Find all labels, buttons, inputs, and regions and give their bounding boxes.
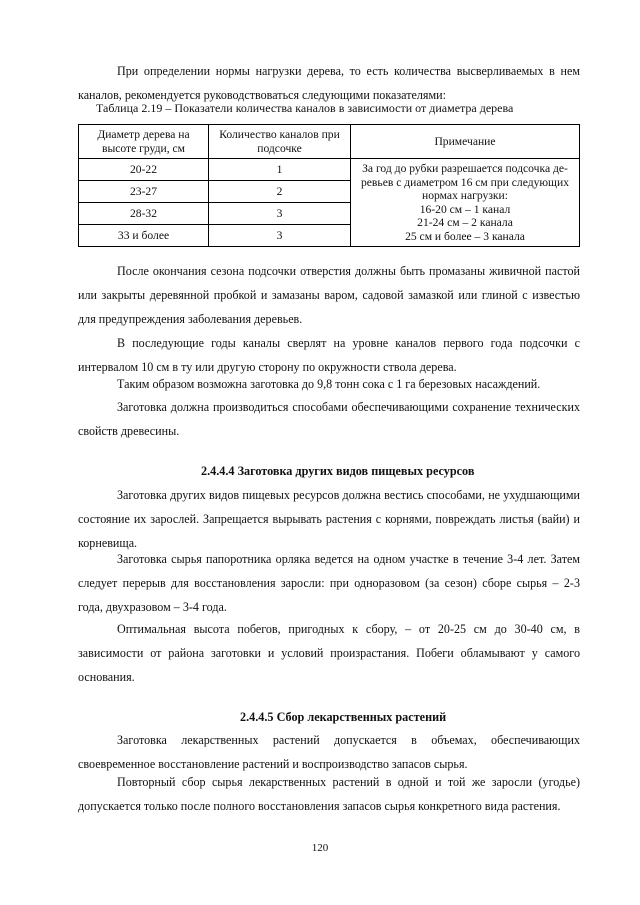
cell-channels: 3 — [209, 225, 351, 247]
note-line: нормах нагрузки: — [422, 189, 508, 202]
section-heading: 2.4.4.4 Заготовка других видов пищевых ресурсов — [201, 464, 475, 478]
paragraph: В последующие годы каналы сверлят на уровне каналов первого года подсочки с интервалом 10 см в ту или другую сторону по окружности ствола дерева. — [78, 336, 580, 374]
channels-table — [78, 124, 580, 247]
cell-diameter: 33 и более — [79, 225, 209, 247]
table-caption: Таблица 2.19 – Показатели количества каналов в зависимости от диаметра дерева — [96, 101, 514, 115]
paragraph: Заготовка других видов пищевых ресурсов должна вестись способами, не ухудшающими состояние их зарослей. Запрещается вырывать растения с корнями, повреждать листья (вайи) и корневища. — [78, 488, 580, 550]
note-line: За год до рубки разрешается подсочка де- — [362, 162, 568, 175]
header-diameter: Диаметр дерева на высоте груди, см — [79, 125, 209, 159]
cell-channels: 1 — [209, 159, 351, 181]
cell-diameter: 23-27 — [79, 181, 209, 203]
note-line: 16-20 см – 1 канал — [419, 202, 511, 216]
header-note: Примечание — [351, 125, 580, 159]
paragraph: Повторный сбор сырья лекарственных растений в одной и той же заросли (угодье) допускается только после полного восстановления запасов сырья конкретного вида растения. — [78, 775, 580, 813]
page-number: 120 — [311, 842, 329, 854]
section-heading: 2.4.4.5 Сбор лекарственных растений — [240, 710, 447, 724]
table-row — [79, 159, 580, 181]
paragraph: После окончания сезона подсочки отверстия должны быть промазаны живичной пастой или закрыты деревянной пробкой и замазаны варом, садовой замазкой или глиной с известью для предупреждения заболевания деревьев. — [78, 264, 580, 326]
intro-paragraph: При определении нормы нагрузки дерева, то есть количества высверливаемых в нем каналов, рекомендуется руководствоваться следующими показателями: — [78, 64, 580, 102]
header-channels: Количество каналов при подсочке — [209, 125, 351, 159]
cell-note — [351, 159, 580, 247]
paragraph: Заготовка должна производиться способами обеспечивающими сохранение технических свойств древесины. — [78, 400, 580, 438]
paragraph: Заготовка сырья папоротника орляка ведется на одном участке в течение 3-4 лет. Затем следует перерыв для восстановления заросли: при одноразовом (за сезон) сборе сырья – 2-3 года, двухразовом – 3-4 года. — [78, 552, 580, 614]
cell-channels: 3 — [209, 203, 351, 225]
cell-diameter: 28-32 — [79, 203, 209, 225]
paragraph: Заготовка лекарственных растений допускается в объемах, обеспечивающих своевременное восстановление растений и воспроизводство запасов сырья. — [78, 733, 580, 771]
paragraph: Таким образом возможна заготовка до 9,8 тонн сока с 1 га березовых насаждений. — [117, 377, 541, 391]
note-line: ревьев с диаметром 16 см при следующих — [360, 175, 569, 189]
note-line: 25 см и более – 3 канала — [405, 229, 525, 243]
cell-channels: 2 — [209, 181, 351, 203]
cell-diameter: 20-22 — [79, 159, 209, 181]
note-line: 21-24 см – 2 канала — [417, 216, 513, 229]
paragraph: Оптимальная высота побегов, пригодных к сбору, – от 20-25 см до 30-40 см, в зависимости от района заготовки и условий произрастания. Побеги обламывают у самого основания. — [78, 622, 580, 684]
table-header-row — [79, 125, 580, 159]
